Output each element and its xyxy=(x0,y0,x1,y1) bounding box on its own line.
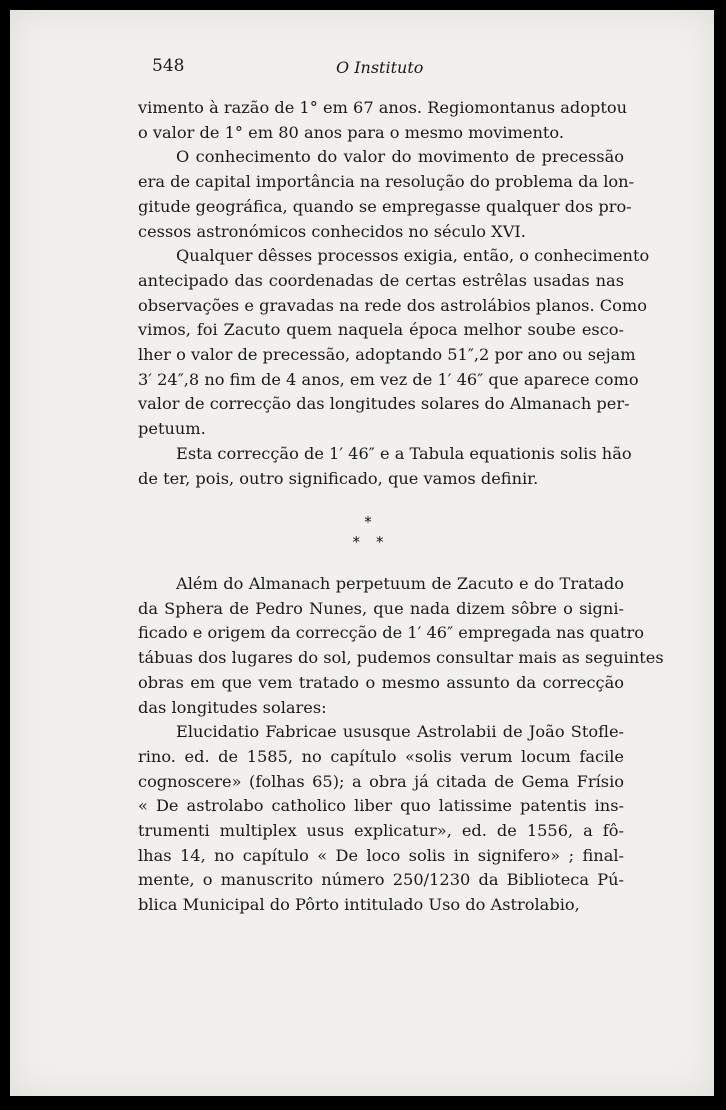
text-block-2 xyxy=(138,572,664,918)
text-line: da Sphera de Pedro Nunes, que nada dizem sôbre o signi- xyxy=(138,598,624,618)
text-line: cognoscere» (folhas 65); a obra já citada de Gema Frísio xyxy=(138,771,624,791)
text-line: ficado e origem da correcção de 1′ 46″ empregada nas quatro xyxy=(138,623,645,643)
text-line: lher o valor de precessão, adoptando 51″,2 por ano ou sejam xyxy=(138,345,636,365)
text-line: antecipado das coordenadas de certas estrêlas usadas nas xyxy=(138,270,624,290)
text-line: lhas 14, no capítulo « De loco solis in signifero» ; final- xyxy=(138,845,624,865)
text-line: vimento à razão de 1° em 67 anos. Regiomontanus adoptou xyxy=(138,98,628,117)
text-line: rino. ed. de 1585, no capítulo «solis verum locum facile xyxy=(138,746,624,766)
page-header xyxy=(138,56,624,80)
running-title: O Instituto xyxy=(336,58,424,77)
text-line: tábuas dos lugares do sol, pudemos consultar mais as seguintes xyxy=(138,648,664,668)
text-line: petuum. xyxy=(138,419,206,439)
text-line: trumenti multiplex usus explicatur», ed. de 1556, a fô- xyxy=(138,821,624,841)
paragraph xyxy=(138,96,628,145)
page-number: 548 xyxy=(152,56,185,76)
text-line: « De astrolabo catholico liber quo latissime patentis ins- xyxy=(138,796,624,816)
paragraph xyxy=(138,244,650,442)
paragraph xyxy=(138,442,632,491)
text-line: 3′ 24″,8 no fim de 4 anos, em vez de 1′ 46″ que aparece como xyxy=(138,369,639,389)
text-line: O conhecimento do valor do movimento de precessão xyxy=(176,147,624,167)
text-line: Qualquer dêsses processos exigia, então, o conhecimento xyxy=(176,246,650,266)
text-line: observações e gravadas na rede dos astrolábios planos. Como xyxy=(138,295,647,315)
asterism-left: * xyxy=(352,533,360,551)
text-line: Além do Almanach perpetuum de Zacuto e do Tratado xyxy=(176,574,624,593)
text-line: das longitudes solares: xyxy=(138,697,327,717)
text-line: de ter, pois, outro significado, que vamos definir. xyxy=(138,468,539,488)
asterism-right: * xyxy=(376,533,384,551)
text-line: Elucidatio Fabricae ususque Astrolabii de João Stofle- xyxy=(176,722,624,742)
text-line: obras em que vem tratado o mesmo assunto da correcção xyxy=(138,672,624,692)
text-line: cessos astronómicos conhecidos no século XVI. xyxy=(138,221,526,241)
paragraph xyxy=(138,572,664,720)
asterism xyxy=(338,512,398,552)
text-line: vimos, foi Zacuto quem naquela época melhor soube esco- xyxy=(138,320,624,340)
text-line: gitude geográfica, quando se empregasse qualquer dos pro- xyxy=(138,196,632,216)
text-line: valor de correcção das longitudes solares do Almanach per- xyxy=(138,394,630,414)
text-line: o valor de 1° em 80 anos para o mesmo movimento. xyxy=(138,122,565,142)
asterism-top: * xyxy=(364,513,372,531)
text-line: blica Municipal do Pôrto intitulado Uso do Astrolabio, xyxy=(138,895,580,915)
text-line: mente, o manuscrito número 250/1230 da Biblioteca Pú- xyxy=(138,870,624,890)
text-line: Esta correcção de 1′ 46″ e a Tabula equationis solis hão xyxy=(176,443,632,463)
text-block-1 xyxy=(138,96,650,491)
text-line: era de capital importância na resolução do problema da lon- xyxy=(138,172,635,192)
paragraph xyxy=(138,720,624,918)
paragraph xyxy=(138,145,635,244)
